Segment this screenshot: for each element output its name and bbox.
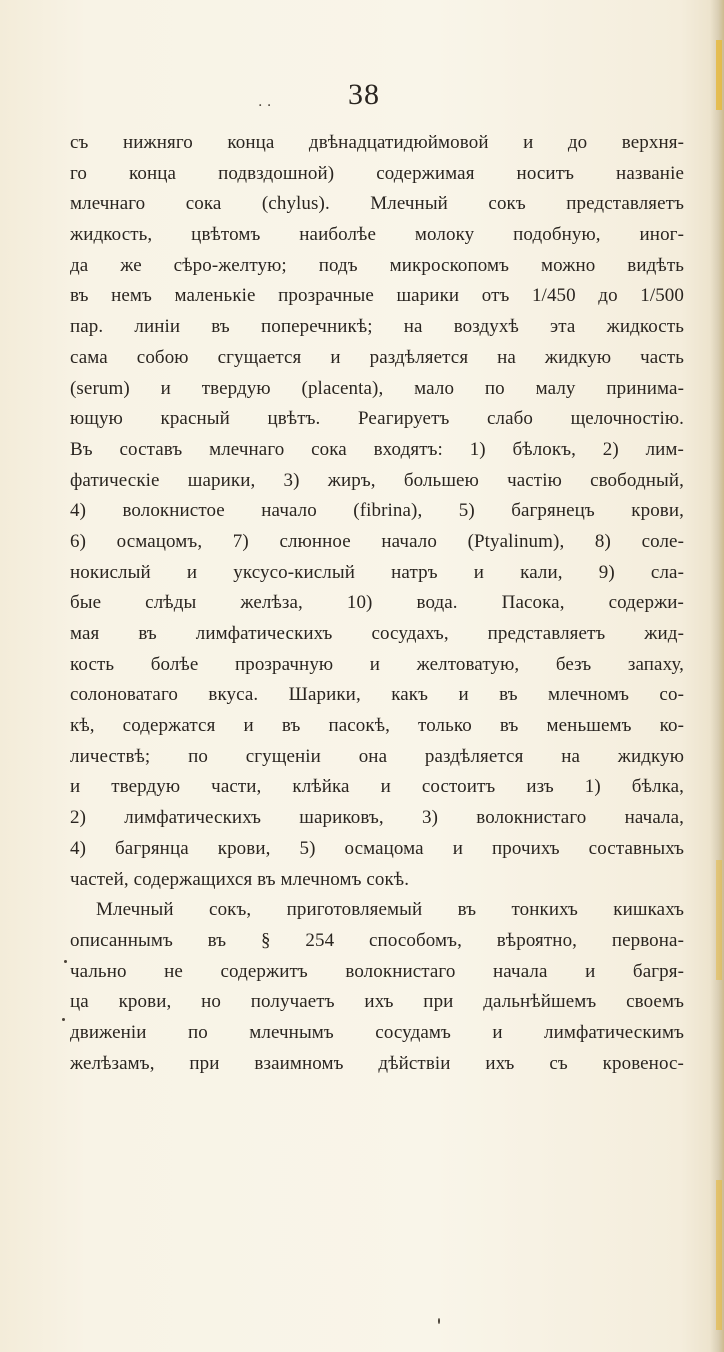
text-line: ца крови, но получаетъ ихъ при дальнѣйшемъ своемъ — [70, 991, 684, 1013]
text-line: да же сѣро-желтую; подъ микроскопомъ можно видѣть — [70, 254, 684, 276]
text-line: съ нижняго конца двѣнадцатидюймовой и до верхня- — [70, 132, 684, 153]
text-line: чально не содержитъ волокнистаго начала и багря- — [70, 960, 684, 982]
text-line: частей, содержащихся въ млечномъ сокѣ. — [70, 868, 410, 890]
text-line: Въ составъ млечнаго сока входятъ: 1) бѣлокъ, 2) лим- — [70, 438, 684, 460]
text-line: жидкость, цвѣтомъ наиболѣе молоку подобную, иног- — [70, 224, 684, 246]
text-line: быe слѣды желѣза, 10) вода. Пасока, содержи- — [70, 592, 684, 614]
page-header — [0, 78, 724, 118]
paper-speck — [62, 1018, 65, 1021]
text-line: кѣ, содержатся и въ пасокѣ, только въ меньшемъ ко- — [70, 715, 684, 737]
paper-speck — [438, 1318, 440, 1324]
text-line: пар. линіи въ поперечникѣ; на воздухѣ эта жидкость — [70, 316, 684, 338]
text-line: 4) багрянца крови, 5) осмацома и прочихъ составныхъ — [70, 837, 684, 859]
text-line: сама собою сгущается и раздѣляется на жидкую часть — [70, 346, 684, 368]
text-line: 2) лимфатическихъ шариковъ, 3) волокнистаго начала, — [70, 807, 684, 829]
text-line: (serum) и твердую (placenta), мало по малу принима- — [70, 377, 684, 399]
text-line: солоноватаго вкуса. Шарики, какъ и въ млечномъ со- — [70, 684, 684, 706]
text-line: Млечный сокъ, приготовляемый въ тонкихъ кишкахъ — [96, 899, 684, 921]
page-number: 38 — [348, 78, 380, 111]
text-line: фатическіе шарики, 3) жиръ, большею частію свободный, — [70, 469, 684, 491]
text-line: 4) волокнистое начало (fibrina), 5) багрянецъ крови, — [70, 500, 684, 522]
text-line: млечнаго сока (chylus). Млечный сокъ представляетъ — [70, 193, 684, 215]
text-line: нокислый и уксусо-кислый натръ и кали, 9) сла- — [70, 561, 684, 583]
text-line: мая въ лимфатическихъ сосудахъ, представляетъ жид- — [70, 623, 684, 644]
text-line: описаннымъ въ § 254 способомъ, вѣроятно, первона- — [70, 929, 684, 951]
page-edge-shadow — [710, 0, 724, 1352]
text-line: го конца подвздошной) содержимая носитъ названіе — [70, 162, 684, 184]
text-line: 6) осмацомъ, 7) слюнное начало (Ptyalinum), 8) соле- — [70, 530, 684, 552]
page-edge-stain — [716, 860, 722, 980]
page-edge-stain — [716, 1180, 722, 1330]
text-line: ющую красный цвѣтъ. Реагируетъ слабо щелочностію. — [70, 408, 684, 430]
text-line: движеніи по млечнымъ сосудамъ и лимфатическимъ — [70, 1021, 684, 1043]
text-line: въ немъ маленькіе прозрачные шарики отъ 1/450 до 1/500 — [70, 285, 684, 307]
paper-speck — [64, 960, 67, 963]
text-line: личествѣ; по сгущеніи она раздѣляется на жидкую — [70, 745, 684, 767]
text-line: желѣзамъ, при взаимномъ дѣйствіи ихъ съ кровенос- — [70, 1052, 684, 1074]
body-text — [70, 128, 684, 1079]
text-line: и твердую части, клѣйка и состоитъ изъ 1) бѣлка, — [70, 776, 684, 798]
text-line: кость болѣе прозрачную и желтоватую, безъ запаху, — [70, 653, 684, 675]
header-marks: . . — [258, 94, 272, 110]
